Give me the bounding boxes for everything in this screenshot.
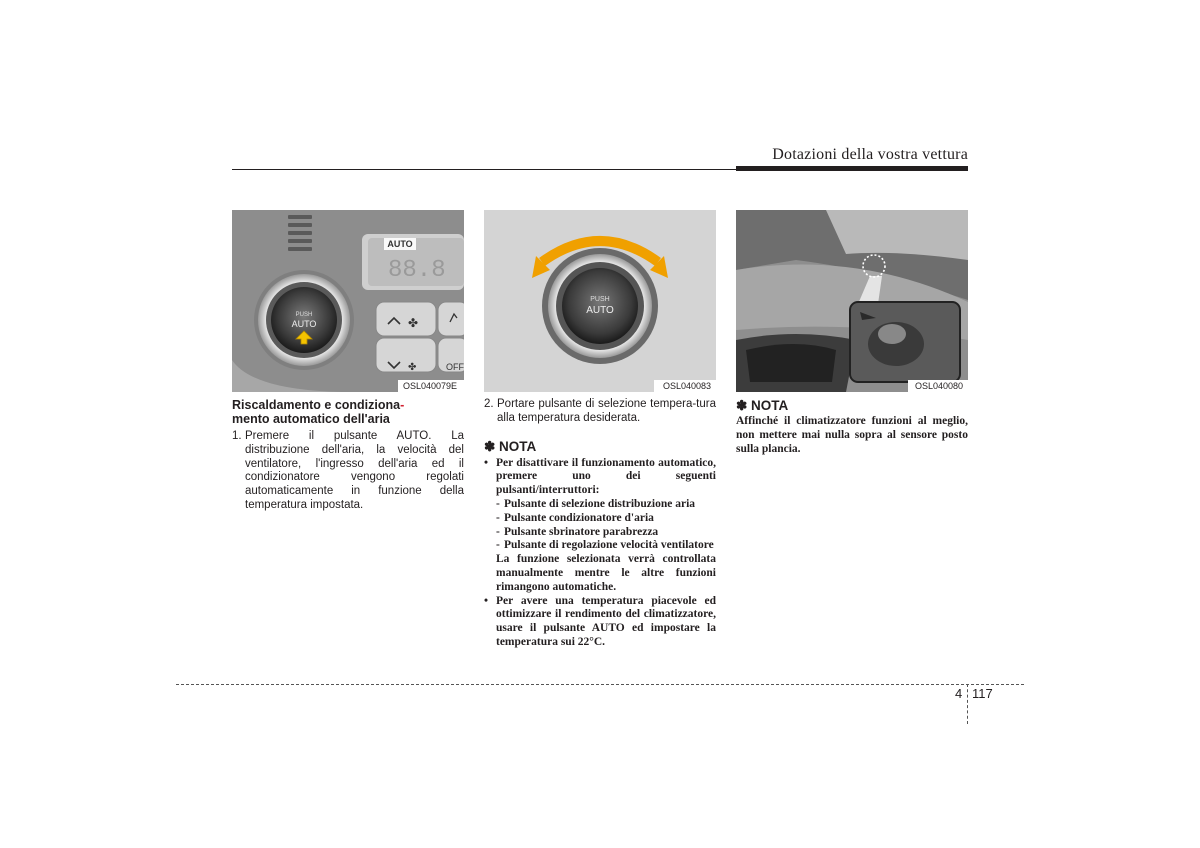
figure-code: OSL040083 [663,381,712,391]
nota-bullet-1: • Per disattivare il funzionamento automatico, premere uno dei seguenti pulsanti/interruttori: [484,456,716,497]
knob-push-label: PUSH [295,312,313,318]
header-rule-thick [736,166,968,171]
section-heading: Riscaldamento e condiziona- mento automatico dell'aria [232,398,405,426]
knob-auto-label: AUTO [291,319,317,329]
nota-text: Affinché il climatizzatore funzioni al meglio, non mettere mai nulla sopra al sensore posto sulla plancia. [736,415,968,455]
page-number: 117 [972,686,993,701]
figure-rotary-knob [484,210,716,392]
figure-code: OSL040079E [403,381,458,391]
nota-heading: ✽ NOTA [736,398,789,413]
svg-text:✤: ✤ [408,316,419,330]
nota-heading: ✽ NOTA [484,438,537,454]
header-rule [232,169,736,170]
step-2: 2. Portare pulsante di selezione tempera-tura alla temperatura desiderata. [484,398,716,424]
footer-rule [176,684,1024,685]
section-title: Dotazioni della vostra vettura [772,146,968,163]
footer-divider [967,684,968,724]
knob-push-label: PUSH [590,296,610,303]
display-digits: 88.8 [388,257,446,284]
figure-code: OSL040080 [915,381,964,391]
dash-item: - Pulsante sbrinatore parabrezza [496,525,659,538]
chapter-number: 4 [955,686,963,701]
dash-item: - Pulsante di selezione distribuzione aria [496,497,696,510]
display-badge: AUTO [387,239,413,249]
column-2 [484,398,716,650]
dash-item: - Pulsante di regolazione velocità ventilatore [496,539,714,552]
dash-item: - Pulsante condizionatore d'aria [496,511,654,524]
knob-auto-label: AUTO [586,305,614,316]
off-label: OFF [446,362,464,372]
nota-bullet-1-tail: La funzione selezionata verrà controllata manualmente mentre le altre funzioni rimangono automatiche. [496,553,716,593]
step-1: 1. Premere il pulsante AUTO. La distribuzione dell'aria, la velocità del ventilatore, l'ingresso dell'aria ed il condizionatore vengono regolati automaticamente in funzione della temperatura impostata. [232,430,464,511]
figure-dashboard-sensor [736,210,968,392]
nota-bullet-2: • Per avere una temperatura piacevole ed ottimizzare il rendimento del climatizzatore, usare il pulsante AUTO ed impostare la temperatura sui 22°C. [484,594,716,648]
figure-climate-panel [232,210,464,392]
column-1 [232,398,464,513]
svg-text:✤: ✤ [408,362,417,373]
column-3 [736,398,968,456]
